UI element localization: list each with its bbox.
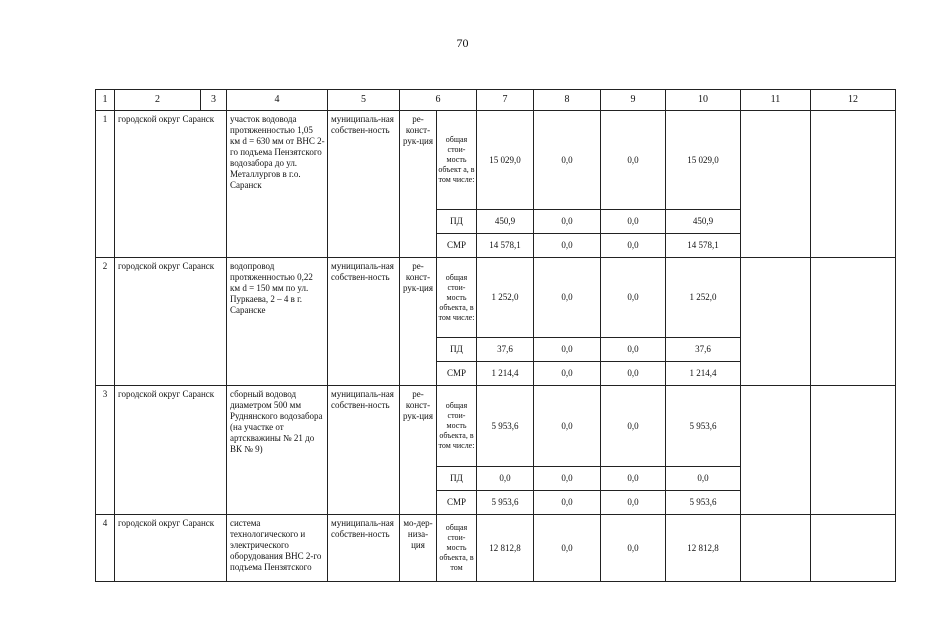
sub-label-cell: СМР [437, 491, 477, 515]
object-cell: система технологического и электрического оборудования ВНС 2-го подъема Пензятского [227, 515, 328, 582]
value-cell: 0,0 [534, 111, 601, 210]
table-row [96, 386, 896, 467]
value-cell: 0,0 [534, 386, 601, 467]
value-cell: 12 812,8 [666, 515, 741, 582]
object-cell: участок водовода протяженностью 1,05 км d = 630 мм от ВНС 2-го подъема Пензятского водозабора до ул. Металлургов в г.о. Саранск [227, 111, 328, 258]
ownership-cell: муниципаль-ная собствен-ность [328, 111, 400, 258]
empty-cell [741, 111, 811, 258]
ownership-cell: муниципаль-ная собствен-ность [328, 258, 400, 386]
empty-cell [811, 111, 896, 258]
ownership-cell: муниципаль-ная собствен-ность [328, 515, 400, 582]
sub-label-cell: ПД [437, 467, 477, 491]
value-cell: 0,0 [601, 338, 666, 362]
cost-label-cell: общая стои-мость объекта, в том [437, 515, 477, 582]
header-cell: 6 [400, 90, 477, 111]
value-cell: 15 029,0 [666, 111, 741, 210]
object-cell: сборный водовод диаметром 500 мм Руднянского водозабора (на участке от артскважины № 21 до ВК № 9) [227, 386, 328, 515]
value-cell: 37,6 [666, 338, 741, 362]
sub-label-cell: СМР [437, 234, 477, 258]
value-cell: 5 953,6 [477, 386, 534, 467]
value-cell: 0,0 [601, 467, 666, 491]
value-cell: 0,0 [601, 491, 666, 515]
header-cell: 8 [534, 90, 601, 111]
value-cell: 450,9 [477, 210, 534, 234]
value-cell: 0,0 [601, 515, 666, 582]
value-cell: 14 578,1 [477, 234, 534, 258]
sub-label-cell: ПД [437, 210, 477, 234]
empty-cell [741, 386, 811, 515]
value-cell: 0,0 [534, 362, 601, 386]
row-number: 4 [96, 515, 115, 582]
value-cell: 5 953,6 [666, 386, 741, 467]
cost-label-cell: общая стои-мость объект а, в том числе: [437, 111, 477, 210]
value-cell: 0,0 [534, 491, 601, 515]
empty-cell [811, 258, 896, 386]
work-type-cell: мо-дер-низа-ция [400, 515, 437, 582]
district-cell: городской округ Саранск [115, 386, 227, 515]
value-cell: 0,0 [534, 467, 601, 491]
header-cell: 12 [811, 90, 896, 111]
value-cell: 1 252,0 [477, 258, 534, 338]
value-cell: 0,0 [601, 362, 666, 386]
value-cell: 5 953,6 [666, 491, 741, 515]
value-cell: 0,0 [534, 210, 601, 234]
table-row [96, 258, 896, 338]
empty-cell [811, 515, 896, 582]
value-cell: 0,0 [601, 386, 666, 467]
header-cell: 11 [741, 90, 811, 111]
page-number: 70 [456, 36, 469, 50]
value-cell: 0,0 [601, 234, 666, 258]
cost-label-cell: общая стои-мость объекта, в том числе: [437, 258, 477, 338]
header-cell: 5 [328, 90, 400, 111]
value-cell: 0,0 [534, 234, 601, 258]
value-cell: 0,0 [601, 210, 666, 234]
value-cell: 0,0 [666, 467, 741, 491]
sub-label-cell: СМР [437, 362, 477, 386]
header-cell: 3 [201, 90, 227, 111]
work-type-cell: ре-конст-рук-ция [400, 111, 437, 258]
row-number: 2 [96, 258, 115, 386]
header-cell: 1 [96, 90, 115, 111]
header-cell: 9 [601, 90, 666, 111]
value-cell: 0,0 [601, 258, 666, 338]
value-cell: 1 252,0 [666, 258, 741, 338]
column-number-header [96, 90, 896, 111]
value-cell: 450,9 [666, 210, 741, 234]
cost-label-cell: общая стои-мость объекта, в том числе: [437, 386, 477, 467]
value-cell: 1 214,4 [666, 362, 741, 386]
value-cell: 0,0 [534, 258, 601, 338]
value-cell: 0,0 [477, 467, 534, 491]
row-number: 3 [96, 386, 115, 515]
header-cell: 10 [666, 90, 741, 111]
header-cell: 2 [115, 90, 201, 111]
value-cell: 5 953,6 [477, 491, 534, 515]
work-type-cell: ре-конст-рук-ция [400, 258, 437, 386]
value-cell: 0,0 [534, 515, 601, 582]
district-cell: городской округ Саранск [115, 515, 227, 582]
row-number: 1 [96, 111, 115, 258]
work-type-cell: ре-конст-рук-ция [400, 386, 437, 515]
value-cell: 0,0 [534, 338, 601, 362]
header-cell: 7 [477, 90, 534, 111]
district-cell: городской округ Саранск [115, 111, 227, 258]
empty-cell [741, 258, 811, 386]
object-cell: водопровод протяженностью 0,22 км d = 150 мм по ул. Пуркаева, 2 – 4 в г. Саранске [227, 258, 328, 386]
value-cell: 15 029,0 [477, 111, 534, 210]
value-cell: 37,6 [477, 338, 534, 362]
empty-cell [811, 386, 896, 515]
sub-label-cell: ПД [437, 338, 477, 362]
ownership-cell: муниципаль-ная собствен-ность [328, 386, 400, 515]
empty-cell [741, 515, 811, 582]
value-cell: 14 578,1 [666, 234, 741, 258]
value-cell: 0,0 [601, 111, 666, 210]
district-cell: городской округ Саранск [115, 258, 227, 386]
value-cell: 1 214,4 [477, 362, 534, 386]
value-cell: 12 812,8 [477, 515, 534, 582]
investment-table [95, 89, 896, 582]
table-row [96, 515, 896, 582]
table-row [96, 111, 896, 210]
header-cell: 4 [227, 90, 328, 111]
